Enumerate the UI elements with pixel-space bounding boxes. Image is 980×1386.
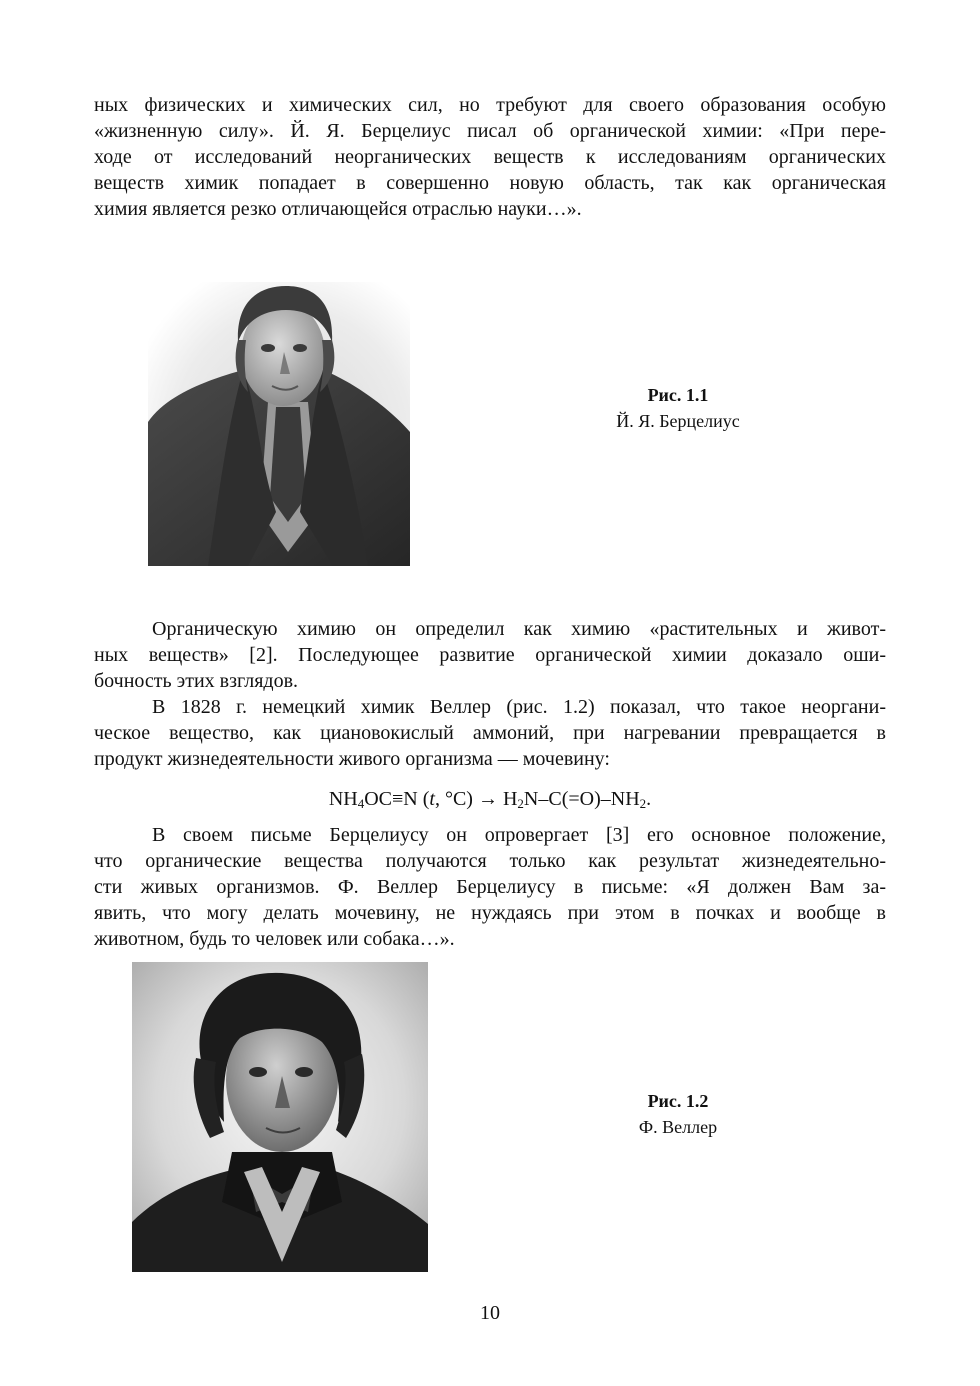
text-line: Органическую химию он определил как химию «растительных и живот- (152, 618, 886, 640)
portrait-berzelius (148, 282, 410, 566)
eq-part: OC≡N ( (364, 788, 430, 810)
figure-2-name: Ф. Веллер (638, 1117, 718, 1137)
text-line: В 1828 г. немецкий химик Веллер (рис. 1.2) показал, что такое неоргани- (152, 696, 886, 718)
eq-part: N–C(=O)–NH (523, 788, 640, 810)
text-line: продукт жизнедеятельности живого организма — мочевину: (94, 748, 610, 770)
portrait-wohler-drawing (132, 962, 428, 1272)
figure-1-caption (560, 382, 796, 434)
eq-part: NH (328, 788, 358, 810)
intro-paragraph (94, 92, 886, 222)
text-line: «жизненную силу». Й. Я. Берцелиус писал об органической химии: «При пере- (94, 120, 886, 142)
text-line: что органические вещества получаются только как результат жизнедеятельно- (94, 850, 886, 872)
text-line: явить, что могу делать мочевину, не нуждаясь при этом в почках и вообще в (94, 902, 886, 924)
eq-italic: t (429, 788, 435, 810)
text-line: бочность этих взглядов. (94, 670, 299, 692)
text-line: ческое вещество, как циановокислый аммоний, при нагревании превращается в (94, 722, 886, 744)
paragraph-organic-chemistry (94, 616, 886, 694)
figure-1-label: Рис. 1.1 (647, 385, 709, 405)
text-line: ных физических и химических сил, но требуют для своего образования особую (94, 94, 886, 116)
urea-equation (0, 786, 980, 812)
portrait-berzelius-drawing (148, 282, 410, 566)
text-line: химия является резко отличающейся отраслью науки…». (94, 198, 582, 220)
text-line: сти живых организмов. Ф. Веллер Берцелиусу в письме: «Я должен Вам за- (94, 876, 886, 898)
page-number: 10 (480, 1302, 500, 1324)
eq-subscript: 2 (639, 796, 647, 811)
figure-2-caption (560, 1088, 796, 1140)
text-line: ходе от исследований неорганических веществ к исследованиям органических (94, 146, 886, 168)
paragraph-wohler-1828 (94, 694, 886, 772)
text-line: В своем письме Берцелиусу он опровергает [3] его основное положение, (152, 824, 886, 846)
text-line: веществ химик попадает в совершенно новую область, так как органическая (94, 172, 886, 194)
eq-subscript: 2 (517, 796, 524, 811)
figure-1-name: Й. Я. Берцелиус (616, 411, 740, 431)
text-line: ных веществ» [2]. Последующее развитие органической химии доказало оши- (94, 644, 886, 666)
eq-part: , °C) → H (434, 788, 518, 810)
text-line: животном, будь то человек или собака…». (94, 928, 455, 950)
portrait-wohler (132, 962, 428, 1272)
eq-part: . (646, 788, 652, 810)
eq-subscript: 4 (357, 796, 365, 811)
paragraph-letter (94, 822, 886, 952)
figure-2-label: Рис. 1.2 (647, 1091, 709, 1111)
